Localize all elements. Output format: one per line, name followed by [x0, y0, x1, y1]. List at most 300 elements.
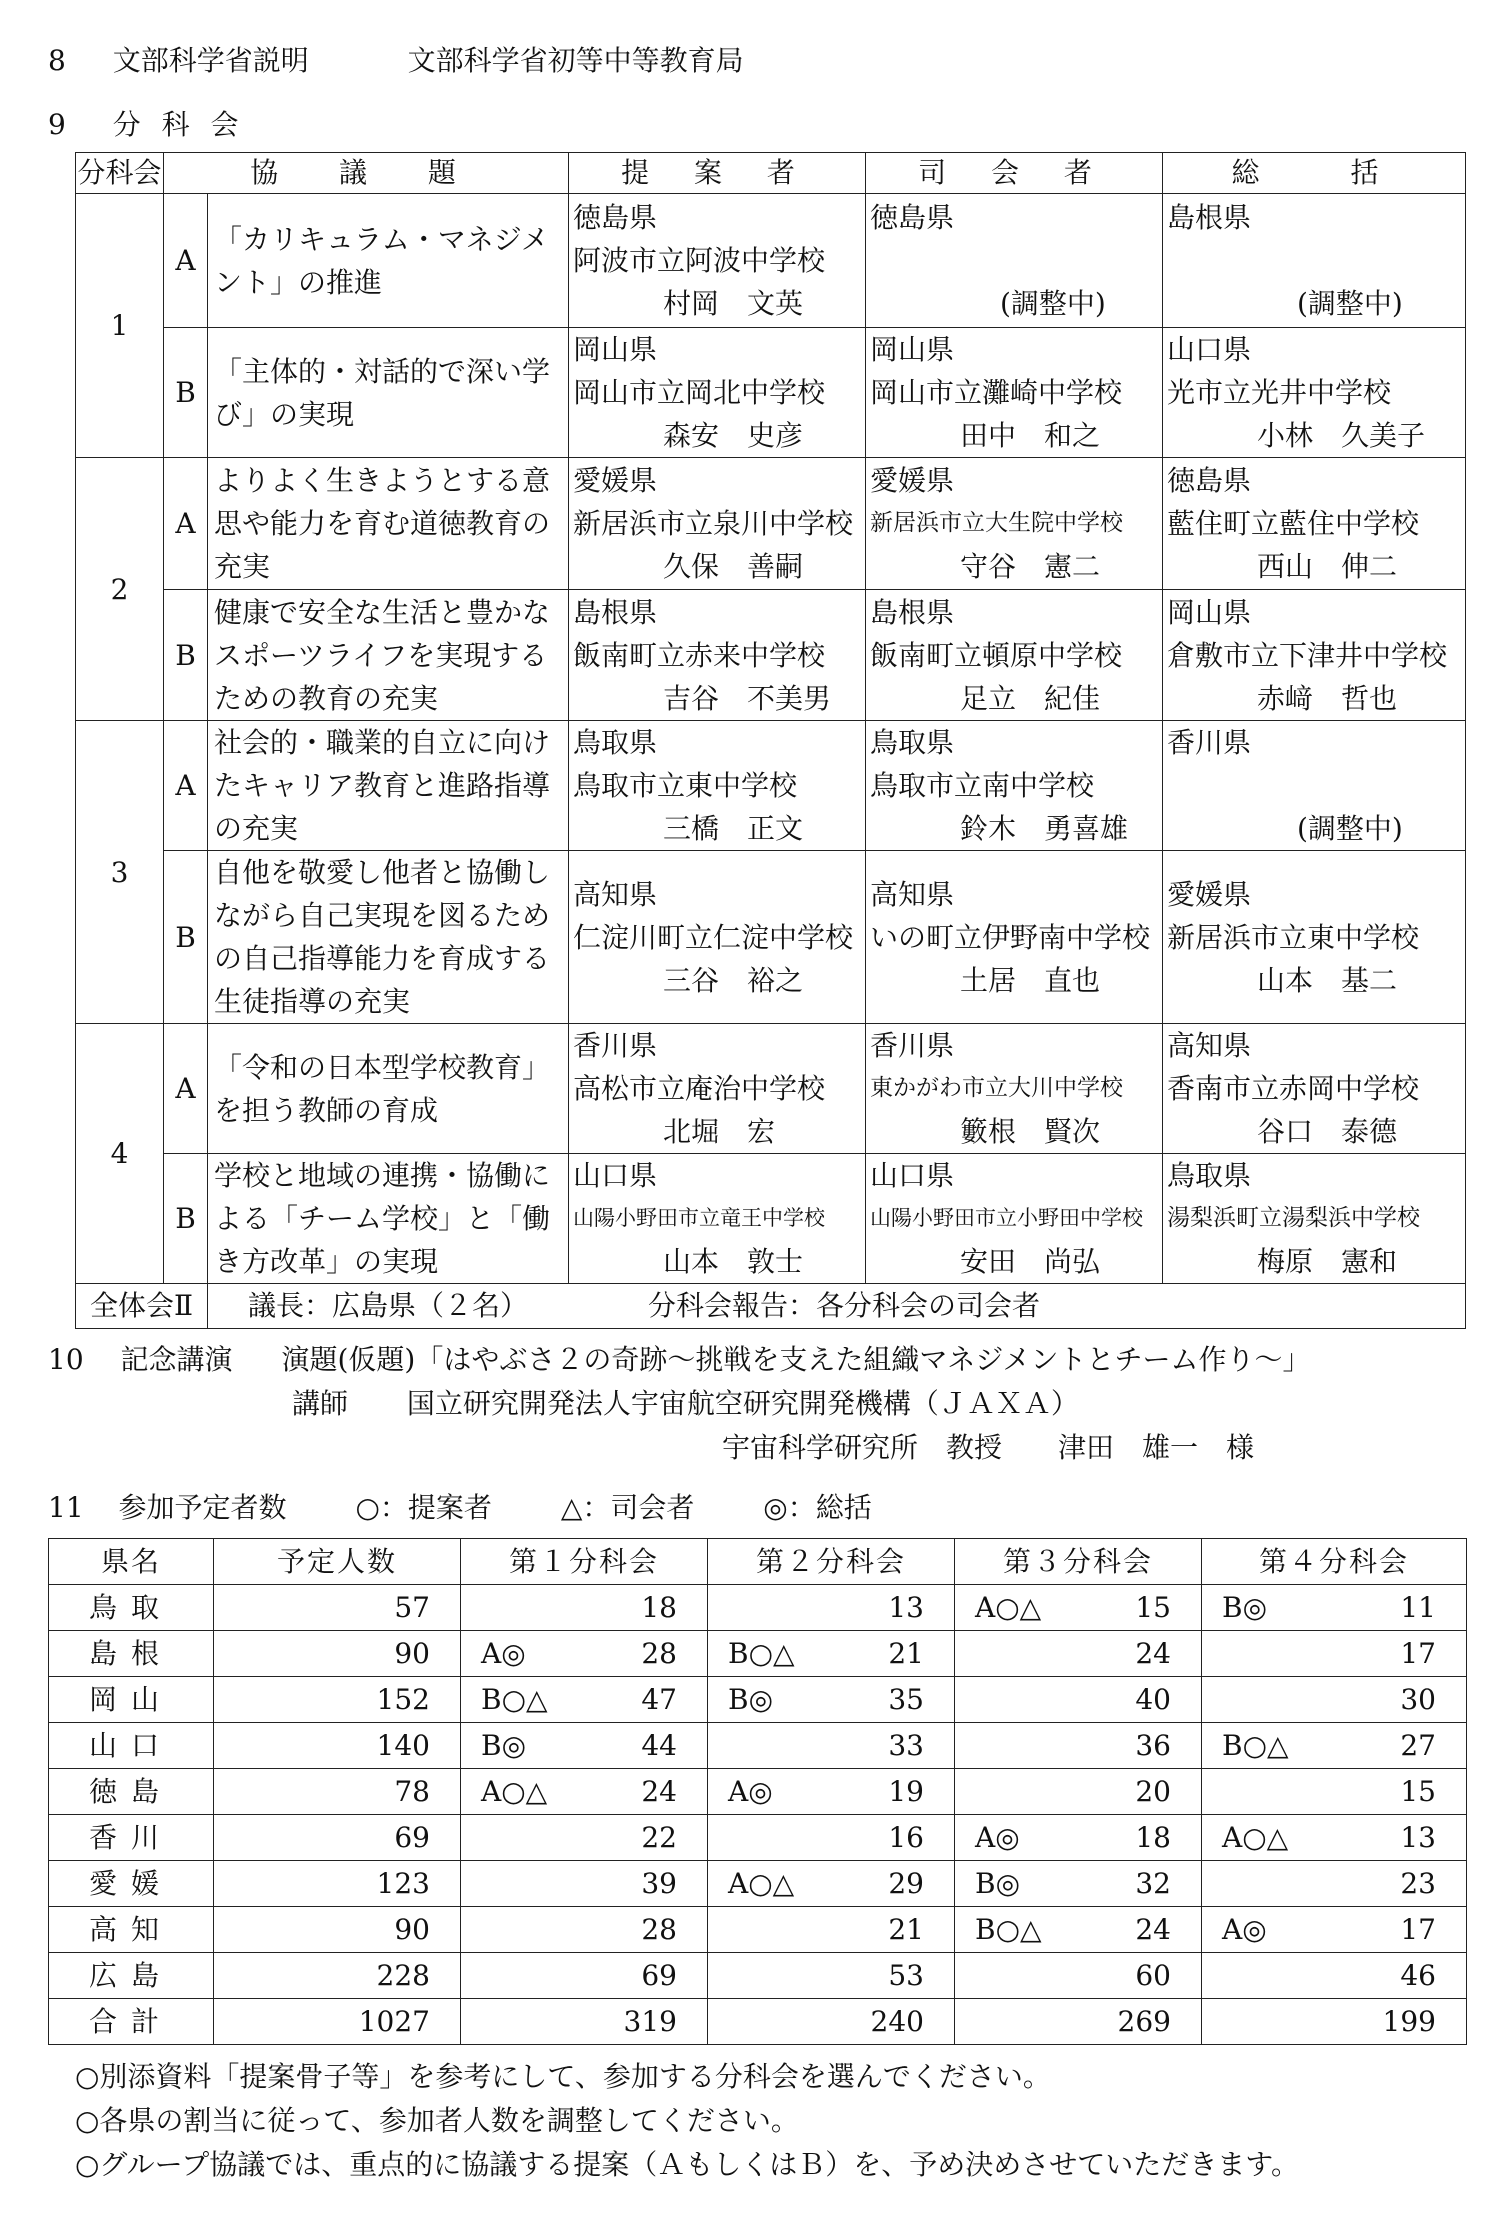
- bunkakai-shikai-cell: [866, 458, 1163, 590]
- sanka-total-cell: [214, 1585, 461, 1631]
- zentai-report: 分科会報告：各分科会の司会者: [648, 1289, 1041, 1322]
- sanka-pref: 鳥取: [49, 1585, 214, 1631]
- bunkakai-shikai-line-2: 岡山市立灘崎中学校: [870, 376, 1123, 409]
- bunkakai-shikai-line-1: 山口県: [870, 1159, 955, 1192]
- bunkakai-shikai-cell: [866, 1154, 1163, 1284]
- bunkakai-soukatsu-line-3: (調整中): [1297, 287, 1403, 320]
- bunkakai-soukatsu-line-2: 藍住町立藍住中学校: [1167, 507, 1420, 540]
- bunkakai-teian-line-1: 島根県: [573, 595, 658, 629]
- sanka-total: 90: [394, 1637, 430, 1670]
- section-11-number: 11: [48, 1491, 84, 1524]
- bunkakai-shikai-line-1: 鳥取県: [870, 726, 955, 759]
- sanka-c3-mark: A○△: [975, 1591, 1042, 1624]
- bunkakai-shikai-cell: [866, 851, 1163, 1024]
- sanka-c1-count: 39: [641, 1867, 677, 1900]
- legend-teian: ○：提案者: [355, 1491, 492, 1524]
- sanka-c3-cell: [955, 1815, 1202, 1861]
- sanka-c2-cell: [708, 1631, 955, 1677]
- bunkakai-soukatsu-line-2: 光市立光井中学校: [1167, 376, 1392, 409]
- bunkakai-teian-line-3: 村岡 文英: [663, 287, 804, 320]
- sanka-c4-mark: A◎: [1222, 1913, 1267, 1946]
- bunkakai-teian-line-2: 山陽小野田市立竜王中学校: [573, 1206, 825, 1230]
- sanka-c3-count: 32: [1135, 1867, 1171, 1900]
- sanka-c4-mark: B◎: [1222, 1591, 1268, 1624]
- header-pref: 県名: [49, 1539, 214, 1585]
- header-bunka-4: 第４分科会: [1202, 1539, 1467, 1585]
- section-8-heading: [48, 44, 744, 78]
- bunkakai-row: [76, 590, 1466, 721]
- sanka-c4-cell: [1202, 1999, 1467, 2045]
- bunkakai-teian-line-2: 仁淀川町立仁淀中学校: [573, 920, 854, 954]
- lecture-title: 演題(仮題)「はやぶさ２の奇跡～挑戦を支えた組織マネジメントとチーム作り～」: [281, 1343, 1311, 1376]
- sanka-c4-count: 23: [1400, 1867, 1436, 1900]
- sanka-total-cell: [214, 1677, 461, 1723]
- sanka-c2-mark: B○△: [728, 1637, 795, 1670]
- sanka-c1-mark: A○△: [481, 1775, 548, 1808]
- header-soukatsu: 総 括: [1163, 153, 1466, 194]
- sanka-c3-count: 15: [1135, 1591, 1171, 1624]
- sanka-c3-cell: [955, 1999, 1202, 2045]
- sanka-total: 140: [376, 1729, 430, 1762]
- legend-soukatsu: ◎：総括: [763, 1491, 872, 1524]
- sanka-c3-mark: B○△: [975, 1913, 1042, 1946]
- sanka-c1-cell: [461, 1723, 708, 1769]
- sanka-c1-count: 44: [641, 1729, 677, 1762]
- sanka-c1-cell: [461, 1907, 708, 1953]
- bunkakai-teian-line-1: 徳島県: [573, 201, 658, 234]
- lecturer-org: 国立研究開発法人宇宙航空研究開発機構（ＪＡＸＡ）: [406, 1387, 1079, 1420]
- bunkakai-soukatsu-line-3: 小林 久美子: [1257, 419, 1426, 452]
- sanka-c3-count: 60: [1135, 1959, 1171, 1992]
- bunkakai-sub-label: B: [164, 851, 208, 1024]
- sanka-c1-count: 18: [641, 1591, 677, 1624]
- note-3: ○グループ協議では、重点的に協議する提案（ＡもしくはＢ）を、予め決めさせていただきます。: [75, 2148, 1299, 2181]
- bunkakai-shikai-cell: [866, 1024, 1163, 1154]
- sanka-row: [49, 1953, 1467, 1999]
- note-2: ○各県の割当に従って、参加者人数を調整してください。: [75, 2104, 799, 2137]
- sanka-c3-count: 269: [1117, 2005, 1171, 2038]
- bunkakai-shikai-line-2: 鳥取市立南中学校: [870, 769, 1095, 802]
- bunkakai-soukatsu-cell: [1163, 1024, 1466, 1154]
- bunkakai-topic: よりよく生きようとする意思や能力を育む道徳教育の充実: [208, 458, 569, 590]
- sanka-c2-count: 21: [888, 1637, 924, 1670]
- sanka-c4-count: 27: [1400, 1729, 1436, 1762]
- bunkakai-row: [76, 1024, 1466, 1154]
- sanka-c4-cell: [1202, 1815, 1467, 1861]
- sanka-total: 1027: [358, 2005, 430, 2038]
- bunkakai-soukatsu-cell: [1163, 458, 1466, 590]
- sanka-c3-count: 24: [1135, 1913, 1171, 1946]
- bunkakai-soukatsu-line-1: 高知県: [1167, 1029, 1252, 1062]
- sanka-c2-cell: [708, 1815, 955, 1861]
- bunkakai-sub-label: B: [164, 590, 208, 721]
- bunkakai-soukatsu-line-2: 倉敷市立下津井中学校: [1167, 638, 1448, 672]
- sanka-c4-count: 11: [1400, 1591, 1436, 1624]
- sanka-row: [49, 1585, 1467, 1631]
- lecturer-label: 講師: [292, 1387, 349, 1420]
- header-bunka-1: 第１分科会: [461, 1539, 708, 1585]
- sanka-pref: 高知: [49, 1907, 214, 1953]
- bunkakai-teian-line-2: 鳥取市立東中学校: [573, 769, 798, 802]
- sanka-total: 90: [394, 1913, 430, 1946]
- sanka-c4-cell: [1202, 1861, 1467, 1907]
- bunkakai-soukatsu-line-3: (調整中): [1297, 812, 1403, 845]
- bunkakai-soukatsu-line-1: 島根県: [1167, 201, 1252, 234]
- bunkakai-soukatsu-cell: [1163, 194, 1466, 328]
- bunkakai-soukatsu-line-2: [1167, 239, 1465, 282]
- bunkakai-soukatsu-line-2: 湯梨浜町立湯梨浜中学校: [1167, 1205, 1420, 1231]
- bunkakai-teian-cell: [569, 194, 866, 328]
- zentai-content: [208, 1284, 1466, 1329]
- sanka-c1-cell: [461, 1815, 708, 1861]
- sanka-c3-count: 24: [1135, 1637, 1171, 1670]
- sanka-c3-cell: [955, 1631, 1202, 1677]
- sanka-c3-mark: A◎: [975, 1821, 1020, 1854]
- bunkakai-teian-cell: [569, 1024, 866, 1154]
- sanka-total: 78: [394, 1775, 430, 1808]
- bunkakai-topic: 自他を敬愛し他者と協働しながら自己実現を図るための自己指導能力を育成する生徒指導の充実: [208, 851, 569, 1024]
- sanka-c1-count: 28: [641, 1637, 677, 1670]
- bunkakai-shikai-line-3: 安田 尚弘: [960, 1245, 1101, 1278]
- sanka-pref: 岡山: [49, 1677, 214, 1723]
- lecturer-person: 宇宙科学研究所 教授 津田 雄一 様: [722, 1431, 1255, 1464]
- sanka-c4-count: 13: [1400, 1821, 1436, 1854]
- bunkakai-soukatsu-line-3: 梅原 憲和: [1257, 1245, 1398, 1278]
- bunkakai-teian-line-1: 岡山県: [573, 333, 658, 366]
- bunkakai-topic: 社会的・職業的自立に向けたキャリア教育と進路指導の充実: [208, 721, 569, 851]
- bunkakai-shikai-cell: [866, 194, 1163, 328]
- sanka-c1-cell: [461, 1585, 708, 1631]
- bunkakai-soukatsu-cell: [1163, 851, 1466, 1024]
- sanka-c4-count: 46: [1400, 1959, 1436, 1992]
- notes: [75, 2055, 1299, 2187]
- header-total: 予定人数: [214, 1539, 461, 1585]
- bunkakai-soukatsu-line-1: 愛媛県: [1167, 877, 1252, 911]
- sanka-pref: 合計: [49, 1999, 214, 2045]
- header-teian: 提 案 者: [569, 153, 866, 194]
- sanka-c1-count: 28: [641, 1913, 677, 1946]
- bunkakai-teian-cell: [569, 721, 866, 851]
- sanka-total: 123: [376, 1867, 430, 1900]
- bunkakai-soukatsu-line-1: 徳島県: [1167, 464, 1252, 497]
- sanka-c3-count: 40: [1135, 1683, 1171, 1716]
- sanka-c3-count: 18: [1135, 1821, 1171, 1854]
- bunkakai-teian-cell: [569, 458, 866, 590]
- bunkakai-topic: 「主体的・対話的で深い学び」の実現: [208, 328, 569, 458]
- bunkakai-soukatsu-line-3: 赤﨑 哲也: [1257, 681, 1398, 715]
- sanka-total-cell: [214, 1999, 461, 2045]
- bunkakai-soukatsu-line-3: 西山 伸二: [1257, 550, 1398, 583]
- sanka-c4-cell: [1202, 1585, 1467, 1631]
- sanka-row: [49, 1723, 1467, 1769]
- sanka-total-cell: [214, 1723, 461, 1769]
- sanka-row: [49, 1999, 1467, 2045]
- lecturer-line: [292, 1387, 1079, 1421]
- bunkakai-teian-cell: [569, 328, 866, 458]
- sanka-pref: 島根: [49, 1631, 214, 1677]
- sanka-total-cell: [214, 1631, 461, 1677]
- bunkakai-topic: 健康で安全な生活と豊かなスポーツライフを実現するための教育の充実: [208, 590, 569, 721]
- sanka-total: 57: [394, 1591, 430, 1624]
- bunkakai-teian-line-1: 愛媛県: [573, 464, 658, 497]
- bunkakai-shikai-line-1: 香川県: [870, 1029, 955, 1062]
- sanka-c2-count: 29: [888, 1867, 924, 1900]
- bunkakai-teian-line-1: 香川県: [573, 1029, 658, 1062]
- sanka-row: [49, 1861, 1467, 1907]
- section-9-number: 9: [48, 108, 66, 141]
- sanka-header-row: [49, 1539, 1467, 1585]
- sanka-row: [49, 1769, 1467, 1815]
- bunkakai-shikai-line-2: 新居浜市立大生院中学校: [870, 510, 1123, 536]
- sanka-c4-mark: B○△: [1222, 1729, 1289, 1762]
- sanka-c4-cell: [1202, 1631, 1467, 1677]
- bunkakai-shikai-line-3: 鈴木 勇喜雄: [960, 812, 1129, 845]
- sanka-c3-cell: [955, 1585, 1202, 1631]
- sanka-c2-cell: [708, 1677, 955, 1723]
- bunkakai-row: [76, 458, 1466, 590]
- sanka-c1-mark: B◎: [481, 1729, 527, 1762]
- bunkakai-soukatsu-line-2: [1167, 764, 1465, 807]
- sanka-c1-cell: [461, 1677, 708, 1723]
- section-9-label: 分 科 会: [112, 108, 245, 141]
- zentai-label: 全体会Ⅱ: [76, 1284, 208, 1329]
- sanka-c4-count: 30: [1400, 1683, 1436, 1716]
- sanka-pref: 山口: [49, 1723, 214, 1769]
- sanka-c4-count: 17: [1400, 1913, 1436, 1946]
- bunkakai-teian-line-3: 三谷 裕之: [663, 963, 804, 997]
- sanka-c3-cell: [955, 1769, 1202, 1815]
- bunkakai-number: 2: [76, 458, 164, 721]
- bunkakai-number: 3: [76, 721, 164, 1024]
- bunkakai-shikai-line-1: 高知県: [870, 877, 955, 911]
- bunkakai-teian-line-1: 山口県: [573, 1159, 658, 1192]
- bunkakai-soukatsu-line-2: 新居浜市立東中学校: [1167, 920, 1420, 954]
- note-1: ○別添資料「提案骨子等」を参考にして、参加する分科会を選んでください。: [75, 2060, 1051, 2093]
- bunkakai-row: [76, 851, 1466, 1024]
- sanka-c2-count: 240: [870, 2005, 924, 2038]
- bunkakai-sub-label: B: [164, 328, 208, 458]
- sanka-c2-cell: [708, 1769, 955, 1815]
- section-8-label: 文部科学省説明: [112, 44, 309, 77]
- bunkakai-teian-cell: [569, 590, 866, 721]
- bunkakai-teian-line-3: 北堀 宏: [663, 1115, 776, 1148]
- sanka-row: [49, 1815, 1467, 1861]
- bunkakai-teian-line-3: 山本 敦士: [663, 1245, 804, 1278]
- bunkakai-shikai-line-2: 飯南町立頓原中学校: [870, 638, 1123, 672]
- section-11-heading: [48, 1491, 872, 1525]
- header-topic: 協 議 題: [164, 153, 569, 194]
- sanka-c1-count: 319: [623, 2005, 677, 2038]
- sanka-c2-cell: [708, 1999, 955, 2045]
- legend-shikai: △：司会者: [560, 1491, 695, 1524]
- bunkakai-header-row: [76, 153, 1466, 194]
- bunkakai-sub-label: B: [164, 1154, 208, 1284]
- bunkakai-row: [76, 1154, 1466, 1284]
- bunkakai-shikai-line-3: 足立 紀佳: [960, 681, 1101, 715]
- bunkakai-topic: 「令和の日本型学校教育」を担う教師の育成: [208, 1024, 569, 1154]
- sanka-c1-mark: B○△: [481, 1683, 548, 1716]
- sanka-c2-cell: [708, 1907, 955, 1953]
- bunkakai-number: 4: [76, 1024, 164, 1284]
- sanka-c3-cell: [955, 1861, 1202, 1907]
- zentai-chair: 議長：広島県（２名）: [248, 1289, 529, 1322]
- sanka-c1-cell: [461, 1861, 708, 1907]
- sanka-total: 152: [376, 1683, 430, 1716]
- sanka-row: [49, 1907, 1467, 1953]
- sanka-c1-count: 24: [641, 1775, 677, 1808]
- bunkakai-teian-line-3: 久保 善嗣: [663, 550, 804, 583]
- sanka-c4-mark: A○△: [1222, 1821, 1289, 1854]
- sanka-c4-count: 15: [1400, 1775, 1436, 1808]
- section-10-number: 10: [48, 1343, 84, 1376]
- sanka-c1-count: 22: [641, 1821, 677, 1854]
- sanka-c2-count: 13: [888, 1591, 924, 1624]
- bunkakai-soukatsu-line-1: 香川県: [1167, 726, 1252, 759]
- bunkakai-topic: 「カリキュラム・マネジメント」の推進: [208, 194, 569, 328]
- sanka-c2-count: 21: [888, 1913, 924, 1946]
- sanka-c1-mark: A◎: [481, 1637, 526, 1670]
- bunkakai-shikai-line-3: (調整中): [1000, 287, 1106, 320]
- bunkakai-teian-cell: [569, 851, 866, 1024]
- sanka-c2-count: 19: [888, 1775, 924, 1808]
- bunkakai-shikai-line-1: 徳島県: [870, 201, 955, 234]
- bunkakai-topic: 学校と地域の連携・協働による「チーム学校」と「働き方改革」の実現: [208, 1154, 569, 1284]
- sanka-c2-count: 53: [888, 1959, 924, 1992]
- bunkakai-sub-label: A: [164, 721, 208, 851]
- bunkakai-teian-cell: [569, 1154, 866, 1284]
- sanka-c4-cell: [1202, 1677, 1467, 1723]
- bunkakai-soukatsu-line-3: 谷口 泰德: [1257, 1115, 1398, 1148]
- bunkakai-soukatsu-line-2: 香南市立赤岡中学校: [1167, 1072, 1420, 1105]
- sanka-c3-cell: [955, 1953, 1202, 1999]
- bunkakai-shikai-line-2: [870, 239, 1162, 282]
- bunkakai-soukatsu-cell: [1163, 590, 1466, 721]
- sanka-total-cell: [214, 1769, 461, 1815]
- bunkakai-table: [75, 152, 1466, 1329]
- section-10-heading: [48, 1343, 1310, 1377]
- bunkakai-shikai-cell: [866, 721, 1163, 851]
- sanka-c2-cell: [708, 1585, 955, 1631]
- sanka-c2-mark: A○△: [728, 1867, 795, 1900]
- sanka-total: 69: [394, 1821, 430, 1854]
- sanka-c2-mark: B◎: [728, 1683, 774, 1716]
- sanka-c3-cell: [955, 1677, 1202, 1723]
- sanka-c1-cell: [461, 1999, 708, 2045]
- bunkakai-shikai-line-1: 愛媛県: [870, 464, 955, 497]
- zentai-row: [76, 1284, 1466, 1329]
- bunkakai-shikai-line-2: いの町立伊野南中学校: [870, 920, 1151, 954]
- sanka-total-cell: [214, 1815, 461, 1861]
- bunkakai-teian-line-2: 阿波市立阿波中学校: [573, 244, 826, 277]
- bunkakai-row: [76, 328, 1466, 458]
- bunkakai-shikai-line-1: 岡山県: [870, 333, 955, 366]
- sanka-pref: 香川: [49, 1815, 214, 1861]
- section-9-heading: [48, 108, 245, 142]
- sanka-total-cell: [214, 1907, 461, 1953]
- sanka-c1-count: 69: [641, 1959, 677, 1992]
- bunkakai-teian-line-2: 岡山市立岡北中学校: [573, 376, 826, 409]
- sanka-pref: 広島: [49, 1953, 214, 1999]
- bunkakai-shikai-line-3: 守谷 憲二: [960, 550, 1101, 583]
- section-11-label: 参加予定者数: [118, 1491, 287, 1524]
- sanka-pref: 愛媛: [49, 1861, 214, 1907]
- sanka-c2-cell: [708, 1953, 955, 1999]
- header-bunkakai: 分科会: [76, 153, 164, 194]
- bunkakai-shikai-line-2: 山陽小野田市立小野田中学校: [870, 1206, 1143, 1230]
- sanka-c4-cell: [1202, 1907, 1467, 1953]
- bunkakai-teian-line-1: 鳥取県: [573, 726, 658, 759]
- sanka-c3-mark: B◎: [975, 1867, 1021, 1900]
- sanka-c2-count: 35: [888, 1683, 924, 1716]
- bunkakai-row: [76, 721, 1466, 851]
- bunkakai-sub-label: A: [164, 458, 208, 590]
- bunkakai-row: [76, 194, 1466, 328]
- bunkakai-soukatsu-line-1: 山口県: [1167, 333, 1252, 366]
- bunkakai-soukatsu-line-1: 岡山県: [1167, 595, 1252, 629]
- bunkakai-teian-line-3: 吉谷 不美男: [663, 681, 832, 715]
- sanka-total: 228: [376, 1959, 430, 1992]
- sanka-c1-count: 47: [641, 1683, 677, 1716]
- bunkakai-teian-line-2: 高松市立庵治中学校: [573, 1072, 826, 1105]
- bunkakai-soukatsu-cell: [1163, 328, 1466, 458]
- bunkakai-shikai-line-3: 土居 直也: [960, 963, 1101, 997]
- section-10-label: 記念講演: [120, 1343, 233, 1376]
- bunkakai-sub-label: A: [164, 194, 208, 328]
- sanka-c4-count: 17: [1400, 1637, 1436, 1670]
- sanka-c2-cell: [708, 1723, 955, 1769]
- sanka-total-cell: [214, 1861, 461, 1907]
- bunkakai-teian-line-2: 飯南町立赤来中学校: [573, 638, 826, 672]
- sanka-table: [48, 1538, 1467, 2045]
- sanka-total-cell: [214, 1953, 461, 1999]
- bunkakai-teian-line-2: 新居浜市立泉川中学校: [573, 507, 854, 540]
- bunkakai-teian-line-3: 森安 史彦: [663, 419, 804, 452]
- sanka-c2-count: 33: [888, 1729, 924, 1762]
- bunkakai-shikai-cell: [866, 590, 1163, 721]
- header-shikai: 司 会 者: [866, 153, 1163, 194]
- sanka-c1-cell: [461, 1953, 708, 1999]
- sanka-row: [49, 1631, 1467, 1677]
- sanka-c3-count: 36: [1135, 1729, 1171, 1762]
- bunkakai-shikai-line-3: 田中 和之: [960, 419, 1101, 452]
- header-bunka-3: 第３分科会: [955, 1539, 1202, 1585]
- section-8-number: 8: [48, 44, 66, 77]
- bunkakai-shikai-line-2: 東かがわ市立大川中学校: [870, 1075, 1123, 1101]
- sanka-c4-cell: [1202, 1723, 1467, 1769]
- bunkakai-shikai-line-3: 籔根 賢次: [960, 1115, 1101, 1148]
- bunkakai-soukatsu-line-1: 鳥取県: [1167, 1159, 1252, 1192]
- bunkakai-shikai-line-1: 島根県: [870, 595, 955, 629]
- sanka-c3-cell: [955, 1907, 1202, 1953]
- sanka-c4-cell: [1202, 1769, 1467, 1815]
- bunkakai-soukatsu-cell: [1163, 1154, 1466, 1284]
- bunkakai-shikai-cell: [866, 328, 1163, 458]
- sanka-c1-cell: [461, 1631, 708, 1677]
- sanka-c2-mark: A◎: [728, 1775, 773, 1808]
- bunkakai-number: 1: [76, 194, 164, 458]
- bunkakai-teian-line-3: 三橋 正文: [663, 812, 804, 845]
- header-bunka-2: 第２分科会: [708, 1539, 955, 1585]
- sanka-c1-cell: [461, 1769, 708, 1815]
- bunkakai-soukatsu-cell: [1163, 721, 1466, 851]
- bunkakai-sub-label: A: [164, 1024, 208, 1154]
- sanka-c4-count: 199: [1382, 2005, 1436, 2038]
- sanka-c2-cell: [708, 1861, 955, 1907]
- bunkakai-soukatsu-line-3: 山本 基二: [1257, 963, 1398, 997]
- sanka-c3-count: 20: [1135, 1775, 1171, 1808]
- bunkakai-teian-line-1: 高知県: [573, 877, 658, 911]
- sanka-c3-cell: [955, 1723, 1202, 1769]
